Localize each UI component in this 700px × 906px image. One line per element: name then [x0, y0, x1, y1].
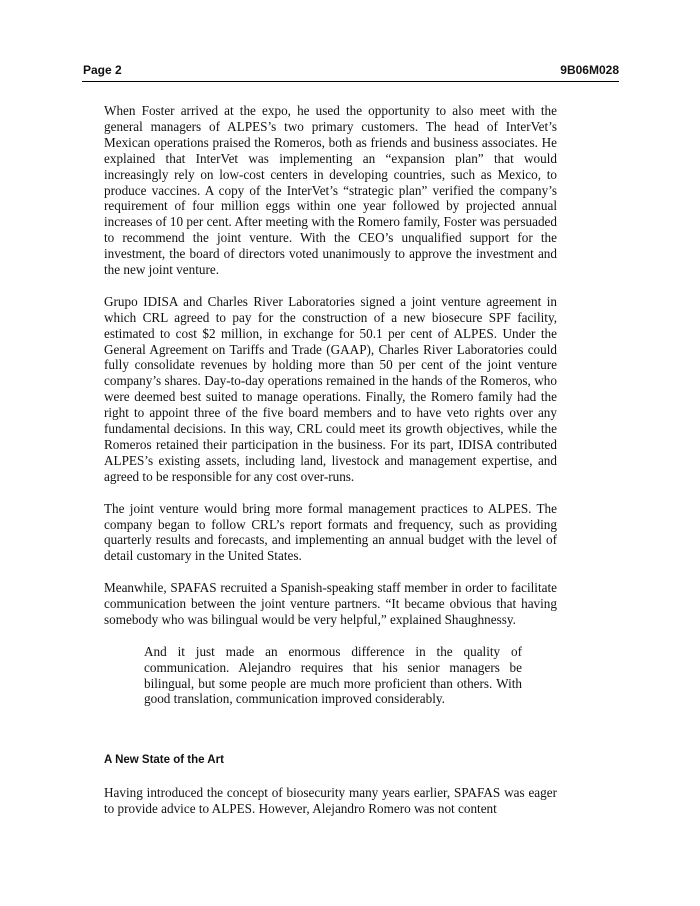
page-number: Page 2 [83, 63, 122, 77]
block-quote: And it just made an enormous difference in the quality of communication. Alejandro requires that his senior managers be bilingual, but some people are much more proficient than others. With good translation, communication improved considerably. [144, 643, 522, 707]
paragraph-joint-venture-agreement: Grupo IDISA and Charles River Laboratories signed a joint venture agreement in which CRL agreed to pay for the construction of a new biosecure SPF facility, estimated to cost $2 million, in exchange for 50.1 per cent of ALPES. Under the General Agreement on Tariffs and Trade (GAAP), Charles River Laboratories could fully consolidate revenues by holding more than 50 per cent of the joint venture company’s shares. Day-to-day operations remained in the hands of the Romeros, who were deemed best suited to manage operations. Finally, the Romero family had the right to appoint three of the five board members and to have veto rights over any fundamental decisions. In this way, CRL could meet its growth objectives, while the Romeros retained their participation in the business. For its part, IDISA contributed ALPES’s existing assets, including land, livestock and management expertise, and agreed to be responsible for any cost over-runs. [104, 293, 557, 484]
paragraph-bilingual-staff: Meanwhile, SPAFAS recruited a Spanish-speaking staff member in order to facilitate communication between the joint venture partners. “It became obvious that having somebody who was bilingual would be very helpful,” explained Shaughnessy. [104, 580, 557, 627]
page-header [82, 62, 619, 82]
case-number: 9B06M028 [560, 63, 619, 77]
document-body [104, 103, 557, 833]
paragraph-biosecurity: Having introduced the concept of biosecurity many years earlier, SPAFAS was eager to provide advice to ALPES. However, Alejandro Romero was not content [104, 785, 557, 817]
paragraph-management-practices: The joint venture would bring more formal management practices to ALPES. The company began to follow CRL’s report formats and frequency, such as providing quarterly results and forecasts, and implementing an annual budget with the level of detail customary in the United States. [104, 500, 557, 564]
header-divider [82, 81, 619, 82]
section-heading: A New State of the Art [104, 754, 224, 767]
paragraph-expo-meeting: When Foster arrived at the expo, he used the opportunity to also meet with the general managers of ALPES’s two primary customers. The head of InterVet’s Mexican operations praised the Romeros, both as friends and business associates. He explained that InterVet was implementing an “expansion plan” that would increasingly rely on low-cost centers in developing countries, such as Mexico, to produce vaccines. A copy of the InterVet’s “strategic plan” verified the company’s requirement of four million eggs within one year followed by projected annual increases of 10 per cent. After meeting with the Romero family, Foster was persuaded to recommend the joint venture. With the CEO’s unqualified support for the investment, the board of directors voted unanimously to approve the investment and the new joint venture. [104, 103, 557, 278]
